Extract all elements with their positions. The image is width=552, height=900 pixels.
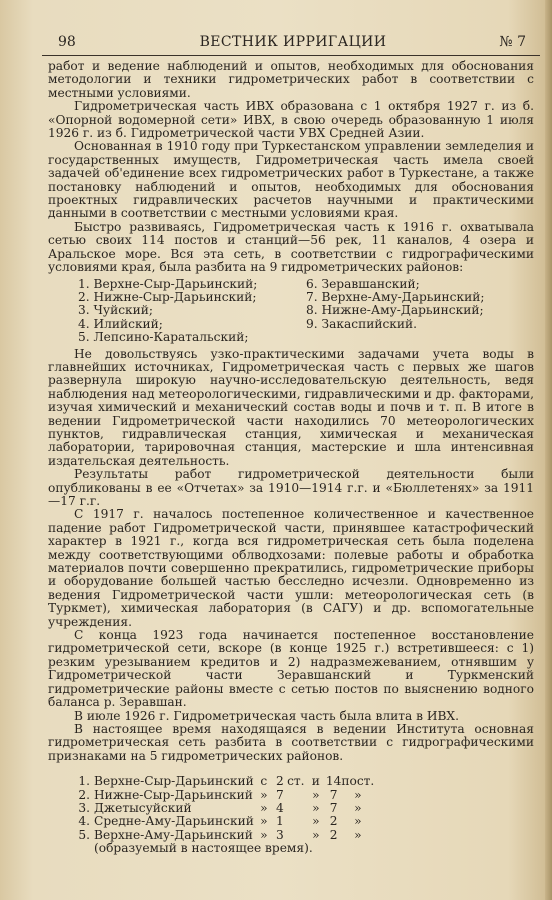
district-name: Верхне-Сыр-Дарьинский — [94, 774, 254, 789]
paragraph-4: Быстро развиваясь, Гидрометрическая часть к 1916 г. охватывала сетью своих 114 постов и станций—56 рек, 11 каналов, 4 озера и Аральское море. Вся эта сеть, в соответствии с гидрографическими условиями края, была разбита на 9 гидрометрических районов: — [48, 219, 534, 275]
conjunction: » — [312, 827, 320, 842]
posts-count: 7 — [329, 787, 338, 802]
paragraph-10: В настоящее время находящаяся в ведении Института основная гидрометрическая сеть разбита в соответствии с гидрографическими признаками на 5 гидрометрических районов. — [48, 721, 534, 763]
posts-count: 2 — [329, 827, 338, 842]
stations-unit: ст. — [287, 774, 305, 789]
paragraph-9: В июле 1926 г. Гидрометрическая часть была влита в ИВХ. — [74, 708, 459, 723]
posts-count: 2 — [329, 814, 338, 829]
district-item: 3. Чуйский; — [78, 303, 154, 318]
paragraph-7: С 1917 г. началось постепенное количественное и качественное падение работ Гидрометрической части, принявшее катастрофический характер в 1921 г., когда вся гидрометрическая сеть была поделена между соответствующими облводхозами: полевые работы и обработка материалов почти совершенно прекратились, гидрометрические приборы и оборудование большей частью бесследно исчезли. Одновременно из ведения Гидрометрической части ушли: метеорологическая сеть (в Туркмет), химическая лаборатория (в САГУ) и др. вспомогательные учреждения. — [48, 507, 534, 629]
district-name: Нижне-Сыр-Дарьинский — [94, 787, 253, 802]
table-note-row — [74, 842, 374, 855]
district-list-right — [306, 278, 534, 345]
header-rule — [42, 55, 540, 56]
row-number: 2. — [78, 787, 90, 802]
article-body — [48, 60, 534, 856]
posts-unit: пост. — [341, 774, 375, 789]
district-item: 1. Верхне-Сыр-Дарьинский; — [78, 276, 258, 291]
stations-count: 7 — [275, 787, 284, 802]
journal-title: ВЕСТНИК ИРРИГАЦИИ — [199, 34, 387, 50]
table-note: (образуемый в настоящее время). — [94, 841, 313, 856]
district-item: 8. Нижне-Аму-Дарьинский; — [306, 303, 484, 318]
district-name: Джетысуйский — [94, 800, 192, 815]
row-number: 4. — [78, 814, 90, 829]
conjunction: и — [311, 774, 320, 789]
posts-count: 14 — [325, 774, 342, 789]
district-item: 2. Нижне-Сыр-Дарьинский; — [78, 289, 257, 304]
conjunction: » — [312, 787, 320, 802]
network-table — [74, 775, 374, 855]
district-item: 5. Лепсино-Каратальский; — [78, 330, 249, 345]
table-row — [74, 789, 374, 802]
district-item: 4. Илийский; — [78, 316, 163, 331]
table-row — [74, 802, 374, 815]
row-number: 1. — [78, 774, 90, 789]
stations-unit — [286, 802, 306, 815]
running-header — [46, 32, 540, 54]
paragraph-5: Не довольствуясь узко-практическими задачами учета воды в главнейших источниках, Гидрометрическая часть с первых же шагов развернула широкую научно-исследовательскую деятельность, ведя наблюдения над метеорологическими, гидравлическими и др. факторами, изучая химический и механический состав воды и почв и т. п. В итоге в ведении Гидрометрической части находились 70 метеорологических пунктов, гидравлическая станция, химическая и механическая лаборатории, тарировочная станция, мастерские и шла интенсивная издательская деятельность. — [48, 346, 534, 468]
table-row — [74, 829, 374, 842]
stations-prefix: с — [260, 774, 268, 789]
stations-unit — [286, 789, 306, 802]
row-number: 3. — [78, 800, 90, 815]
paragraph-1: работ и ведение наблюдений и опытов, необходимых для обоснования методологии и техники гидрометрических работ в соответствии с местными условиями. — [48, 59, 534, 100]
paragraph-8: С конца 1923 года начинается постепенное восстановление гидрометрической сети, вскоре (в конце 1925 г.) встретившееся: с 1) резким урезыванием кредитов и 2) надразмежеванием, отнявшим у Гидрометрической части Зеравшанский и Туркменский гидрометрические районы вместе с сетью постов по выяснению водного баланса р. Зеравшан. — [48, 628, 534, 710]
table-row — [74, 815, 374, 828]
stations-count: 4 — [275, 800, 284, 815]
stations-count: 2 — [275, 774, 284, 789]
posts-unit: » — [354, 800, 362, 815]
district-name: Верхне-Аму-Дарьинский — [94, 827, 253, 842]
conjunction: » — [312, 814, 320, 829]
paragraph-2: Гидрометрическая часть ИВХ образована с 1 октября 1927 г. из б. «Опорной водомерной сети» ИВХ, в свою очередь образованную 1 июля 1926 г. из б. Гидрометрической части УВХ Средней Азии. — [48, 99, 534, 141]
stations-prefix: » — [260, 827, 268, 842]
stations-unit — [286, 815, 306, 828]
paragraph-6: Результаты работ гидрометрической деятельности были опубликованы в ее «Отчетах» за 1910—1914 г.г. и «Бюллетенях» за 1911—17 г.г. — [48, 467, 534, 508]
district-item: 9. Закаспийский. — [306, 316, 418, 331]
district-item: 7. Верхне-Аму-Дарьинский; — [306, 289, 485, 304]
stations-count: 1 — [275, 814, 284, 829]
stations-count: 3 — [275, 827, 284, 842]
stations-prefix: » — [260, 800, 268, 815]
page-number: 98 — [58, 34, 76, 50]
page-edge-shadow — [545, 0, 552, 900]
paragraph-3: Основанная в 1910 году при Туркестанском управлении земледелия и государственных имуществ, Гидрометрическая часть имела своей задачей об'единение всех гидрометрических работ в Туркестане, а также постановку наблюдений и опытов, необходимых для обоснования проектных гидравлических расчетов научными и практическими данными в соответствии с местными условиями края. — [48, 139, 534, 221]
district-name: Средне-Аму-Дарьинский — [94, 814, 254, 829]
district-list — [78, 278, 534, 345]
posts-count: 7 — [329, 800, 338, 815]
district-item: 6. Зеравшанский; — [306, 276, 420, 291]
stations-prefix: » — [260, 787, 268, 802]
row-number: 5. — [78, 827, 90, 842]
table-row — [74, 775, 374, 788]
posts-unit: » — [354, 787, 362, 802]
posts-unit: » — [354, 827, 362, 842]
issue-number: № 7 — [499, 34, 526, 50]
stations-prefix: » — [260, 814, 268, 829]
posts-unit: » — [354, 814, 362, 829]
district-list-left — [78, 278, 306, 345]
conjunction: » — [312, 800, 320, 815]
stations-unit — [286, 829, 306, 842]
